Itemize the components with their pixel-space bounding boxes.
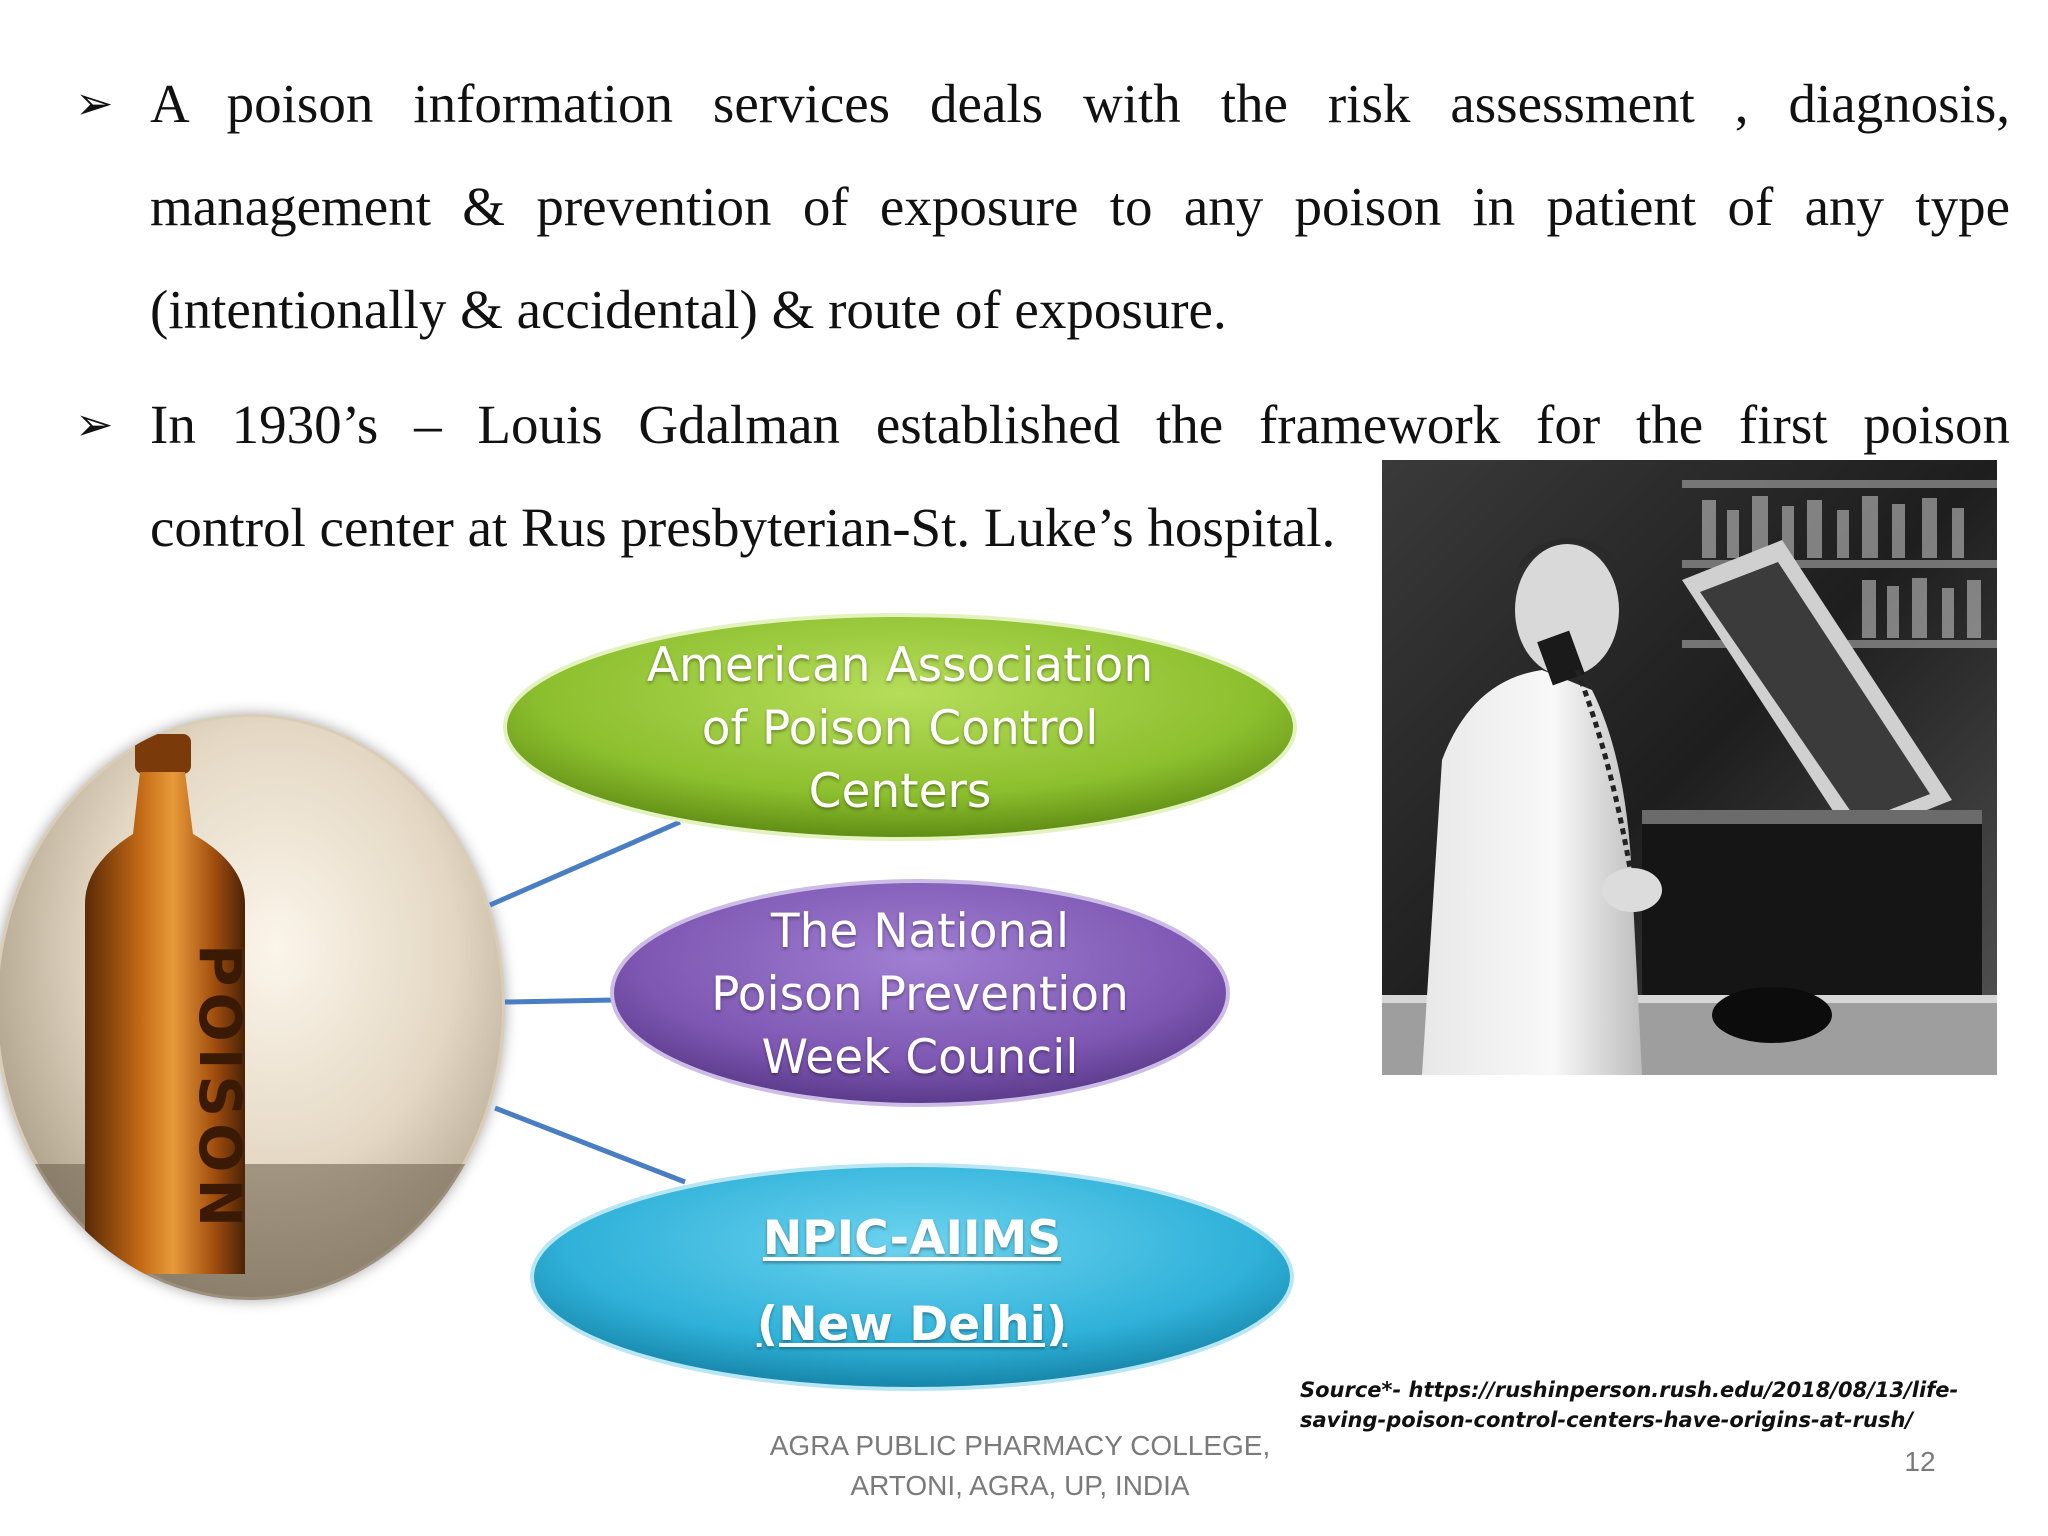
node-npppwc-line-2: Poison Prevention: [711, 967, 1129, 1022]
footer-line-2: ARTONI, AGRA, UP, INDIA: [850, 1470, 1190, 1501]
bullet-2-line-2: control center at Rus presbyterian-St. Luke’s hospital.: [150, 497, 1336, 558]
node-npppwc-line-1: The National: [770, 904, 1070, 959]
page-number: 12: [1904, 1446, 1936, 1477]
npic-aiims-link[interactable]: NPIC-AIIMS: [762, 1211, 1062, 1266]
bullet-1-line-3: (intentionally & accidental) & route of exposure.: [150, 279, 1227, 340]
footer-line-1: AGRA PUBLIC PHARMACY COLLEGE,: [769, 1430, 1271, 1461]
node-aapcc-label: [600, 634, 1200, 823]
new-delhi-link[interactable]: (New Delhi): [756, 1297, 1068, 1352]
connector-line-1: [490, 822, 680, 905]
footer-college: [740, 1426, 1300, 1506]
source-citation: Source*- https://rushinperson.rush.edu/2018/08/13/life-saving-poison-control-centers-have-origins-at-rush/: [1300, 1378, 1959, 1432]
bullet-arrow-icon: ➢: [75, 76, 114, 130]
bullet-arrow-icon: ➢: [75, 397, 114, 451]
bottle-label: POISON: [186, 944, 254, 1234]
node-aapcc-line-3: Centers: [808, 764, 992, 819]
node-aapcc-line-1: American Association: [646, 638, 1154, 693]
node-aapcc-line-2: of Poison Control: [701, 701, 1099, 756]
node-npic-label: [612, 1196, 1212, 1368]
bullet-2-line-1: In 1930’s – Louis Gdalman established the framework for the first poison: [150, 394, 2010, 455]
bullet-1-line-1: A poison information services deals with the risk assessment , diagnosis,: [150, 73, 2010, 134]
connector-line-3: [495, 1108, 685, 1182]
connector-line-2: [505, 1000, 615, 1002]
bullet-1-line-2: management & prevention of exposure to any poison in patient of any type: [150, 176, 2010, 237]
node-npppwc-line-3: Week Council: [761, 1030, 1079, 1085]
node-npppwc-label: [620, 900, 1220, 1089]
